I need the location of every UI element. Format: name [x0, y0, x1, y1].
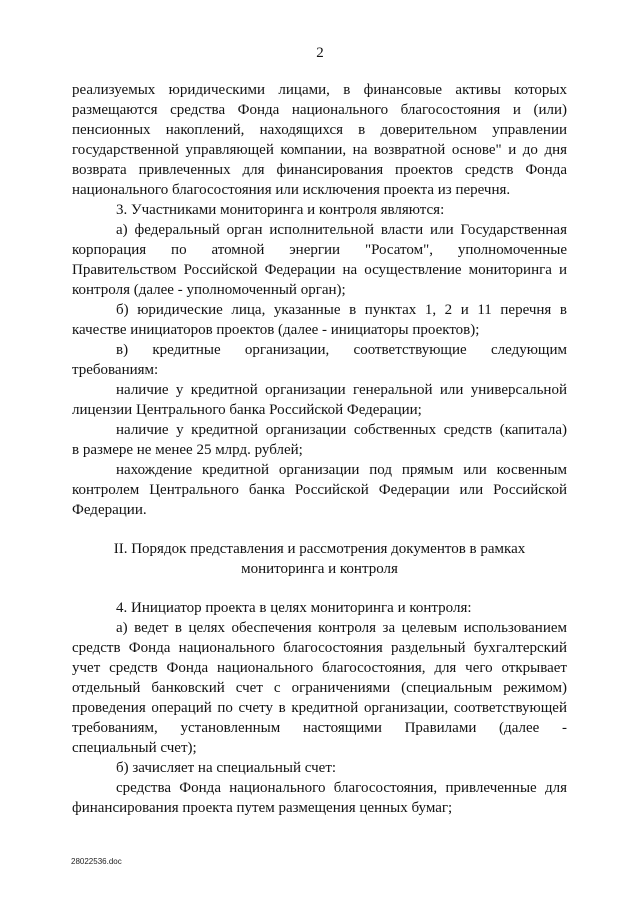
text-line: отдельный банковский счет с ограничениями (специальным режимом) [72, 680, 567, 696]
text-line: корпорация по атомной энергии "Росатом", уполномоченные [72, 242, 567, 258]
text-line: возврата привлеченных для финансирования проектов средств Фонда [72, 162, 567, 178]
text-line: а) ведет в целях обеспечения контроля за целевым использованием [116, 620, 567, 636]
page-number: 2 [316, 45, 324, 61]
text-line: требованиям, установленным настоящими Правилами (далее - [72, 720, 567, 736]
text-line: реализуемых юридическими лицами, в финансовые активы которых [72, 82, 567, 98]
text-line: специальный счет); [72, 740, 197, 756]
section-heading: II. Порядок представления и рассмотрения документов в рамках [113, 541, 526, 557]
text-line: нахождение кредитной организации под прямым или косвенным [116, 462, 567, 478]
text-line: в) кредитные организации, соответствующие следующим [116, 342, 567, 358]
text-line: Правительством Российской Федерации на осуществление мониторинга и [72, 262, 567, 278]
text-line: контролем Центрального банка Российской Федерации или Российской [72, 482, 567, 498]
text-line: размещаются средства Фонда национального благосостояния и (или) [72, 102, 567, 118]
document-filename: 28022536.doc [71, 857, 122, 866]
text-line: национального благосостояния или исключения проекта из перечня. [72, 182, 511, 198]
text-line: б) юридические лица, указанные в пунктах 1, 2 и 11 перечня в [116, 302, 567, 318]
text-line: требованиям: [72, 362, 159, 378]
text-line: а) федеральный орган исполнительной власти или Государственная [116, 222, 567, 238]
text-line: наличие у кредитной организации собственных средств (капитала) [116, 422, 567, 438]
text-line: средства Фонда национального благосостояния, привлеченные для [116, 780, 567, 796]
text-line: б) зачисляет на специальный счет: [116, 760, 337, 776]
text-line: качестве инициаторов проектов (далее - инициаторы проектов); [72, 322, 480, 338]
text-line: пенсионных накоплений, находящихся в доверительном управлении [72, 122, 567, 138]
paragraph-4: 4. Инициатор проекта в целях мониторинга и контроля: [116, 600, 472, 616]
text-line: учет средств Фонда национального благосостояния, для чего открывает [72, 660, 567, 676]
text-line: контроля (далее - уполномоченный орган); [72, 282, 346, 298]
text-line: лицензии Центрального банка Российской Федерации; [72, 402, 422, 418]
document-body [72, 80, 567, 818]
text-line: Федерации. [72, 502, 147, 518]
paragraph-3: 3. Участниками мониторинга и контроля являются: [116, 202, 445, 218]
text-line: средств Фонда национального благосостояния раздельный бухгалтерский [72, 640, 567, 656]
section-heading: мониторинга и контроля [241, 561, 398, 577]
text-line: наличие у кредитной организации генеральной или универсальной [116, 382, 567, 398]
text-line: финансирования проекта путем размещения ценных бумаг; [72, 800, 453, 816]
text-line: государственной управляющей компании, на возвратной основе" и до дня [72, 142, 567, 158]
text-line: в размере не менее 25 млрд. рублей; [72, 442, 303, 458]
text-line: проведения операций по счету в кредитной организации, соответствующей [72, 700, 567, 716]
